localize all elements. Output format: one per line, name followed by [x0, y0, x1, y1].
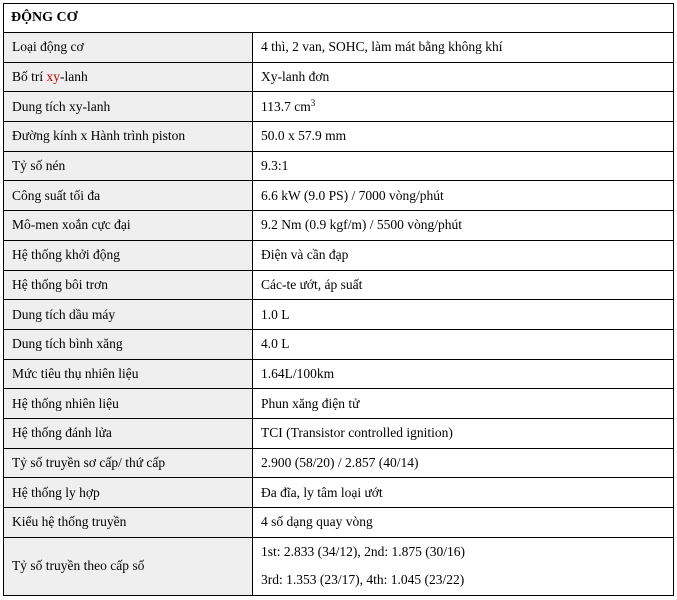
- spec-label: Công suất tối đa: [4, 181, 253, 211]
- spec-label: Mô-men xoắn cực đại: [4, 211, 253, 241]
- table-row: [4, 329, 674, 359]
- spec-label: Loại động cơ: [4, 33, 253, 63]
- spec-label: Hệ thống đánh lửa: [4, 418, 253, 448]
- table-row: [4, 418, 674, 448]
- spec-label: Kiểu hệ thống truyền: [4, 508, 253, 538]
- spec-value: TCI (Transistor controlled ignition): [253, 418, 674, 448]
- spec-label: Tỷ số nén: [4, 151, 253, 181]
- spec-label: Mức tiêu thụ nhiên liệu: [4, 359, 253, 389]
- spec-value: 9.3:1: [253, 151, 674, 181]
- table-row: [4, 537, 674, 595]
- spec-label: Hệ thống ly hợp: [4, 478, 253, 508]
- table-row: [4, 122, 674, 152]
- spec-label: Tỷ số truyền sơ cấp/ thứ cấp: [4, 448, 253, 478]
- spec-value: 4 số dạng quay vòng: [253, 508, 674, 538]
- table-row: [4, 448, 674, 478]
- spec-value: 9.2 Nm (0.9 kgf/m) / 5500 vòng/phút: [253, 211, 674, 241]
- table-row: [4, 92, 674, 122]
- spec-value: 4.0 L: [253, 329, 674, 359]
- spec-value: 1.64L/100km: [253, 359, 674, 389]
- table-row: [4, 389, 674, 419]
- section-title: ĐỘNG CƠ: [4, 4, 674, 33]
- spec-value: [253, 92, 674, 122]
- table-row: [4, 181, 674, 211]
- spec-value: Phun xăng điện tử: [253, 389, 674, 419]
- spec-label-part: -lanh: [60, 69, 88, 85]
- table-row: [4, 359, 674, 389]
- spec-value: 4 thì, 2 van, SOHC, làm mát bằng không khí: [253, 33, 674, 63]
- spec-value: [253, 537, 674, 595]
- spec-value: Các-te ướt, áp suất: [253, 270, 674, 300]
- spec-label-part: Bố trí: [12, 69, 47, 85]
- table-row: [4, 240, 674, 270]
- spec-label: Tỷ số truyền theo cấp số: [4, 537, 253, 595]
- spec-label: Hệ thống nhiên liệu: [4, 389, 253, 419]
- spec-label: Đường kính x Hành trình piston: [4, 122, 253, 152]
- section-header-row: [4, 4, 674, 33]
- spec-value-text: 113.7 cm: [261, 98, 311, 114]
- spec-value-line: 3rd: 1.353 (23/17), 4th: 1.045 (23/22): [261, 572, 465, 588]
- spec-label: Hệ thống khởi động: [4, 240, 253, 270]
- spec-value: Đa đĩa, ly tâm loại ướt: [253, 478, 674, 508]
- spec-value: 6.6 kW (9.0 PS) / 7000 vòng/phút: [253, 181, 674, 211]
- spec-label: Dung tích dầu máy: [4, 300, 253, 330]
- spec-label: Dung tích xy-lanh: [4, 92, 253, 122]
- spec-value: 1.0 L: [253, 300, 674, 330]
- table-row: [4, 33, 674, 63]
- engine-spec-table: [3, 3, 674, 596]
- spec-value: Điện và cần đạp: [253, 240, 674, 270]
- table-row: [4, 478, 674, 508]
- spec-label: Dung tích bình xăng: [4, 329, 253, 359]
- spec-value: Xy-lanh đơn: [253, 62, 674, 92]
- spec-value: 2.900 (58/20) / 2.857 (40/14): [253, 448, 674, 478]
- table-row: [4, 300, 674, 330]
- spec-label: Hệ thống bôi trơn: [4, 270, 253, 300]
- spec-label-highlight: xy: [46, 69, 61, 85]
- table-row: [4, 151, 674, 181]
- spec-value-line: 1st: 2.833 (34/12), 2nd: 1.875 (30/16): [261, 544, 465, 560]
- spec-value-superscript: 3: [310, 97, 316, 108]
- table-row: [4, 508, 674, 538]
- table-row: [4, 211, 674, 241]
- spec-label: [4, 62, 253, 92]
- table-row: [4, 62, 674, 92]
- spec-value: 50.0 x 57.9 mm: [253, 122, 674, 152]
- table-row: [4, 270, 674, 300]
